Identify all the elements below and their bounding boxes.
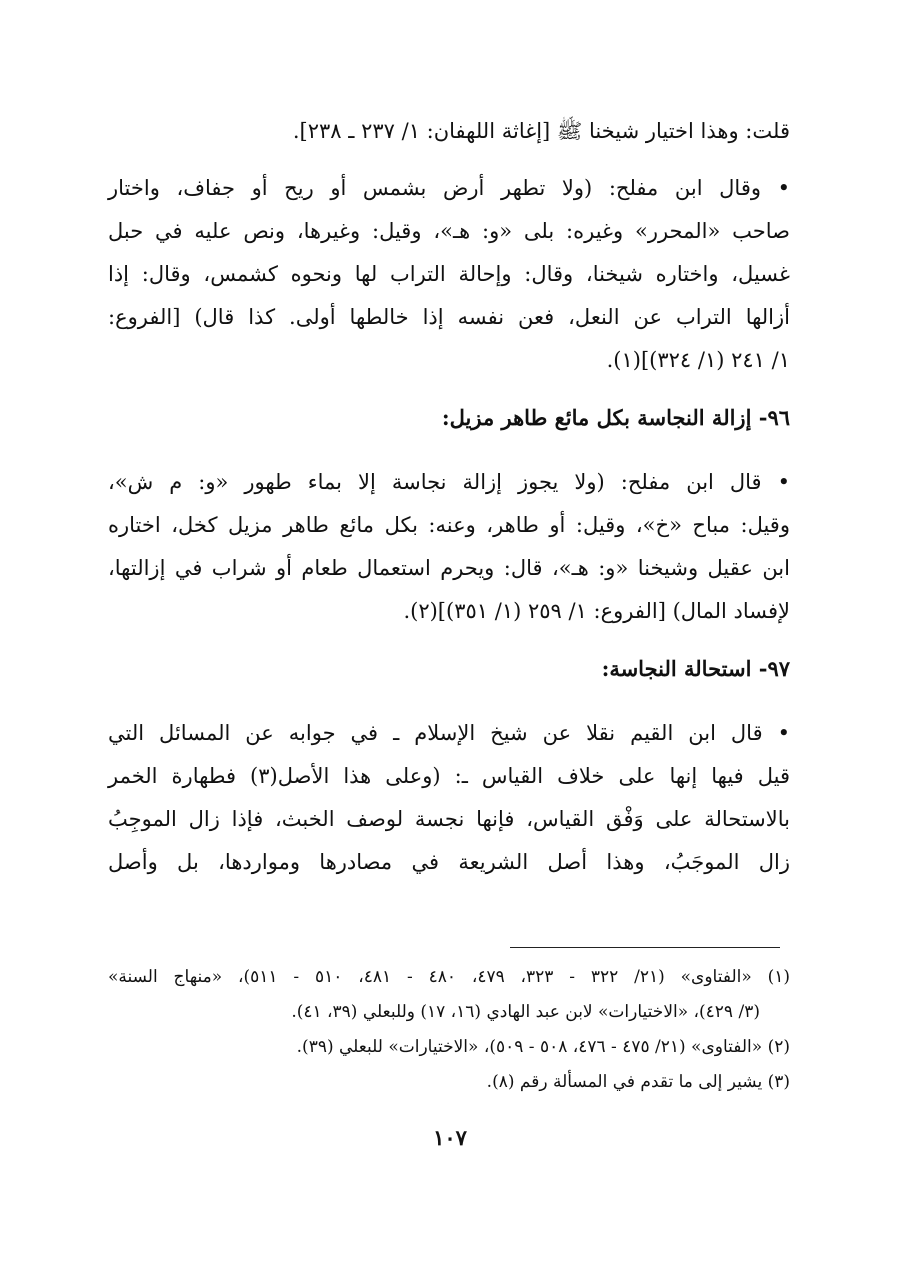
section-heading-97: ٩٧- استحالة النجاسة: (601, 656, 790, 681)
text-line: صاحب «المحرر» وغيره: بلى «و: هـ»، وقيل: وغيرها، ونص عليه في حبل (108, 219, 790, 243)
text-line: بالاستحالة على وَفْق القياس، فإنها نجسة لوصف الخبث، فإذا زال الموجِبُ (108, 807, 790, 831)
paragraph-ibn-qayyim (108, 712, 790, 884)
footnotes (108, 960, 790, 1100)
page-body (108, 110, 790, 898)
text-line: • قال ابن مفلح: (ولا يجوز إزالة نجاسة إلا بماء طهور «و: م ش»، (108, 470, 790, 494)
text-line: • قال ابن القيم نقلا عن شيخ الإسلام ـ في جوابه عن المسائل التي (108, 721, 790, 745)
footnote-2: (٢) «الفتاوى» (٢١/ ٤٧٥ - ٤٧٦، ٥٠٨ - ٥٠٩)، «الاختيارات» للبعلي (٣٩). (296, 1037, 790, 1057)
footnote-1-continued: (٣/ ٤٢٩)، «الاختيارات» لابن عبد الهادي (١٦، ١٧) وللبعلي (٣٩، ٤١). (291, 1002, 760, 1022)
text-line: غسيل، واختاره شيخنا، وقال: وإحالة التراب لها ونحوه كشمس، وقال: إذا (108, 262, 790, 286)
page-number: ١٠٧ (433, 1125, 467, 1150)
paragraph-ibn-muflih-1 (108, 167, 790, 382)
text-line: أزالها التراب عن النعل، فعن نفسه إذا خالطها أولى. كذا قال) [الفروع: (108, 305, 790, 329)
paragraph-ibn-muflih-2 (108, 461, 790, 633)
footnote-divider (510, 947, 780, 948)
footnote-3: (٣) يشير إلى ما تقدم في المسألة رقم (٨). (486, 1072, 790, 1092)
text-line: لإفساد المال) [الفروع: ١/ ٢٥٩ (١/ ٣٥١)](٢). (403, 599, 790, 623)
section-heading-96: ٩٦- إزالة النجاسة بكل مائع طاهر مزيل: (441, 405, 790, 430)
text-line: قيل فيها إنها على خلاف القياس ـ: (وعلى هذا الأصل(٣) فطهارة الخمر (108, 764, 791, 788)
text-line: زال الموجَبُ، وهذا أصل الشريعة في مصادرها ومواردها، بل وأصل (108, 850, 790, 874)
text-line: ١/ ٢٤١ (١/ ٣٢٤)](١). (606, 348, 790, 372)
text-line: ابن عقيل وشيخنا «و: هـ»، قال: ويحرم استعمال طعام أو شراب في إزالتها، (108, 556, 790, 580)
text-line: • وقال ابن مفلح: (ولا تطهر أرض بشمس أو ريح أو جفاف، واختار (108, 176, 790, 200)
text-line: وقيل: مباح «خ»، وقيل: أو طاهر، وعنه: بكل مائع طاهر مزيل كخل، اختاره (108, 513, 790, 537)
footnote-1: (١) «الفتاوى» (٢١/ ٣٢٢ - ٣٢٣، ٤٧٩، ٤٨٠ - ٤٨١، ٥١٠ - ٥١١)، «منهاج السنة» (108, 967, 790, 987)
intro-line: قلت: وهذا اختيار شيخنا ﷺ [إغاثة اللهفان: ١/ ٢٣٧ ـ ٢٣٨]. (292, 119, 790, 143)
